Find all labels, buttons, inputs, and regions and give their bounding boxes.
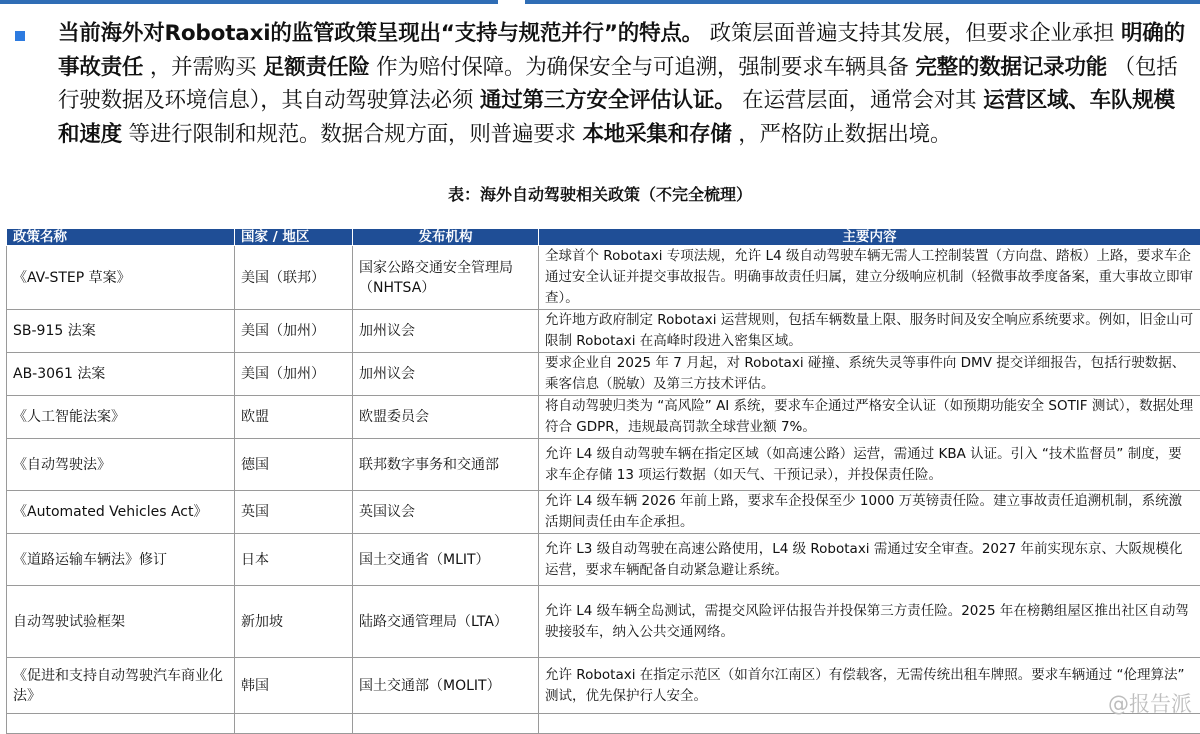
table-row bbox=[7, 534, 1200, 586]
table-row bbox=[7, 246, 1200, 310]
header-policy-name: 政策名称 bbox=[7, 229, 235, 246]
table-row bbox=[7, 310, 1200, 353]
cell-region: 美国（加州） bbox=[235, 310, 353, 353]
bullet-square-icon bbox=[15, 31, 25, 41]
table-row bbox=[7, 491, 1200, 534]
intro-segment: 政策层面普遍支持其发展，但要求企业承担 bbox=[710, 21, 1115, 46]
cell-content: 允许 L3 级自动驾驶在高速公路使用，L4 级 Robotaxi 需通过安全审查。2027 年前实现东京、大阪规模化运营，要求车辆配备自动紧急避让系统。 bbox=[539, 534, 1200, 586]
cell-agency: 国家公路交通安全管理局（NHTSA） bbox=[353, 246, 539, 310]
table-header-row bbox=[7, 229, 1200, 246]
cell-policy-name: AB-3061 法案 bbox=[7, 353, 235, 396]
cell-content: 允许 L4 级车辆 2026 年前上路，要求车企投保至少 1000 万英镑责任险。建立事故责任追溯机制，系统激活期间责任由车企承担。 bbox=[539, 491, 1200, 534]
cell-content: 允许 L4 级自动驾驶车辆在指定区域（如高速公路）运营，需通过 KBA 认证。引入 “技术监督员” 制度，要求车企存储 13 项运行数据（如天气、干预记录），并投保责任险。 bbox=[539, 439, 1200, 491]
top-rule bbox=[0, 0, 1200, 4]
cell-agency: 加州议会 bbox=[353, 310, 539, 353]
table-title: 表：海外自动驾驶相关政策（不完全梳理） bbox=[0, 182, 1200, 205]
intro-segment: ，严格防止数据出境。 bbox=[738, 122, 951, 147]
cell-policy-name: 《AV-STEP 草案》 bbox=[7, 246, 235, 310]
table-row-partial bbox=[7, 714, 1200, 734]
cell-region: 美国（联邦） bbox=[235, 246, 353, 310]
cell-policy-name: 自动驾驶试验框架 bbox=[7, 586, 235, 658]
intro-segment: 通过第三方安全评估认证。 bbox=[480, 88, 736, 113]
cell-content: 要求企业自 2025 年 7 月起，对 Robotaxi 碰撞、系统失灵等事件向 DMV 提交详细报告，包括行驶数据、乘客信息（脱敏）及第三方技术评估。 bbox=[539, 353, 1200, 396]
header-region: 国家 / 地区 bbox=[235, 229, 353, 246]
cell-content: 允许地方政府制定 Robotaxi 运营规则，包括车辆数量上限、服务时间及安全响应系统要求。例如，旧金山可限制 Robotaxi 在高峰时段进入密集区域。 bbox=[539, 310, 1200, 353]
cell-agency: 英国议会 bbox=[353, 491, 539, 534]
cell-region: 德国 bbox=[235, 439, 353, 491]
intro-segment: 在运营层面，通常会对其 bbox=[742, 88, 976, 113]
cell-agency: 陆路交通管理局（LTA） bbox=[353, 586, 539, 658]
top-rule-right bbox=[525, 0, 1200, 4]
table-row bbox=[7, 439, 1200, 491]
cell-content: 允许 L4 级车辆全岛测试，需提交风险评估报告并投保第三方责任险。2025 年在榜鹅组屋区推出社区自动驾驶接驳车，纳入公共交通网络。 bbox=[539, 586, 1200, 658]
cell-agency: 国土交通部（MOLIT） bbox=[353, 658, 539, 714]
intro-segment: 等进行限制和规范。数据合规方面，则普遍要求 bbox=[129, 122, 576, 147]
intro-segment: 足额责任险 bbox=[263, 55, 370, 80]
cell-content: 将自动驾驶归类为 “高风险” AI 系统，要求车企通过严格安全认证（如预期功能安全 SOTIF 测试），数据处理符合 GDPR，违规最高罚款全球营业额 7%。 bbox=[539, 396, 1200, 439]
cell-policy-name: 《促进和支持自动驾驶汽车商业化法》 bbox=[7, 658, 235, 714]
cell-policy-name: SB-915 法案 bbox=[7, 310, 235, 353]
cell-content: 全球首个 Robotaxi 专项法规，允许 L4 级自动驾驶车辆无需人工控制装置（方向盘、踏板）上路，要求车企通过安全认证并提交事故报告。明确事故责任归属，建立分级响应机制（轻微事故季度备案，重大事故立即审查）。 bbox=[539, 246, 1200, 310]
intro-segment: 运营区域、车队规模和速度 bbox=[58, 88, 1175, 147]
cell-region: 新加坡 bbox=[235, 586, 353, 658]
intro-segment: ，并需购买 bbox=[150, 55, 257, 80]
policy-table bbox=[6, 228, 1200, 734]
intro-segment: 作为赔付保障。为确保安全与可追溯，强制要求车辆具备 bbox=[376, 55, 909, 80]
intro-segment: （包括行驶数据及环境信息），其自动驾驶算法必须 bbox=[58, 55, 1178, 114]
header-agency: 发布机构 bbox=[353, 229, 539, 246]
intro-segment: 完整的数据记录功能 bbox=[915, 55, 1107, 80]
cell-policy-name: 《Automated Vehicles Act》 bbox=[7, 491, 235, 534]
header-content: 主要内容 bbox=[539, 229, 1200, 246]
watermark: @报告派 bbox=[1108, 688, 1192, 718]
top-rule-left bbox=[0, 0, 498, 4]
cell-agency: 欧盟委员会 bbox=[353, 396, 539, 439]
cell-region: 美国（加州） bbox=[235, 353, 353, 396]
cell-region: 英国 bbox=[235, 491, 353, 534]
cell-region: 欧盟 bbox=[235, 396, 353, 439]
cell-policy-name: 《自动驾驶法》 bbox=[7, 439, 235, 491]
cell-agency: 国土交通省（MLIT） bbox=[353, 534, 539, 586]
cell-agency: 联邦数字事务和交通部 bbox=[353, 439, 539, 491]
cell-content: 允许 Robotaxi 在指定示范区（如首尔江南区）有偿载客，无需传统出租车牌照。要求车辆通过 “伦理算法” 测试，优先保护行人安全。 bbox=[539, 658, 1200, 714]
cell-region: 日本 bbox=[235, 534, 353, 586]
table-row bbox=[7, 658, 1200, 714]
table-row bbox=[7, 586, 1200, 658]
cell-policy-name: 《人工智能法案》 bbox=[7, 396, 235, 439]
intro-segment: 当前海外对Robotaxi的监管政策呈现出“支持与规范并行”的特点。 bbox=[58, 21, 703, 46]
intro-segment: 明确的事故责任 bbox=[58, 21, 1185, 80]
intro-paragraph bbox=[58, 17, 1194, 151]
cell-agency: 加州议会 bbox=[353, 353, 539, 396]
table-row bbox=[7, 396, 1200, 439]
intro-segment: 本地采集和存储 bbox=[583, 122, 732, 147]
cell-region: 韩国 bbox=[235, 658, 353, 714]
table-row bbox=[7, 353, 1200, 396]
cell-policy-name: 《道路运输车辆法》修订 bbox=[7, 534, 235, 586]
